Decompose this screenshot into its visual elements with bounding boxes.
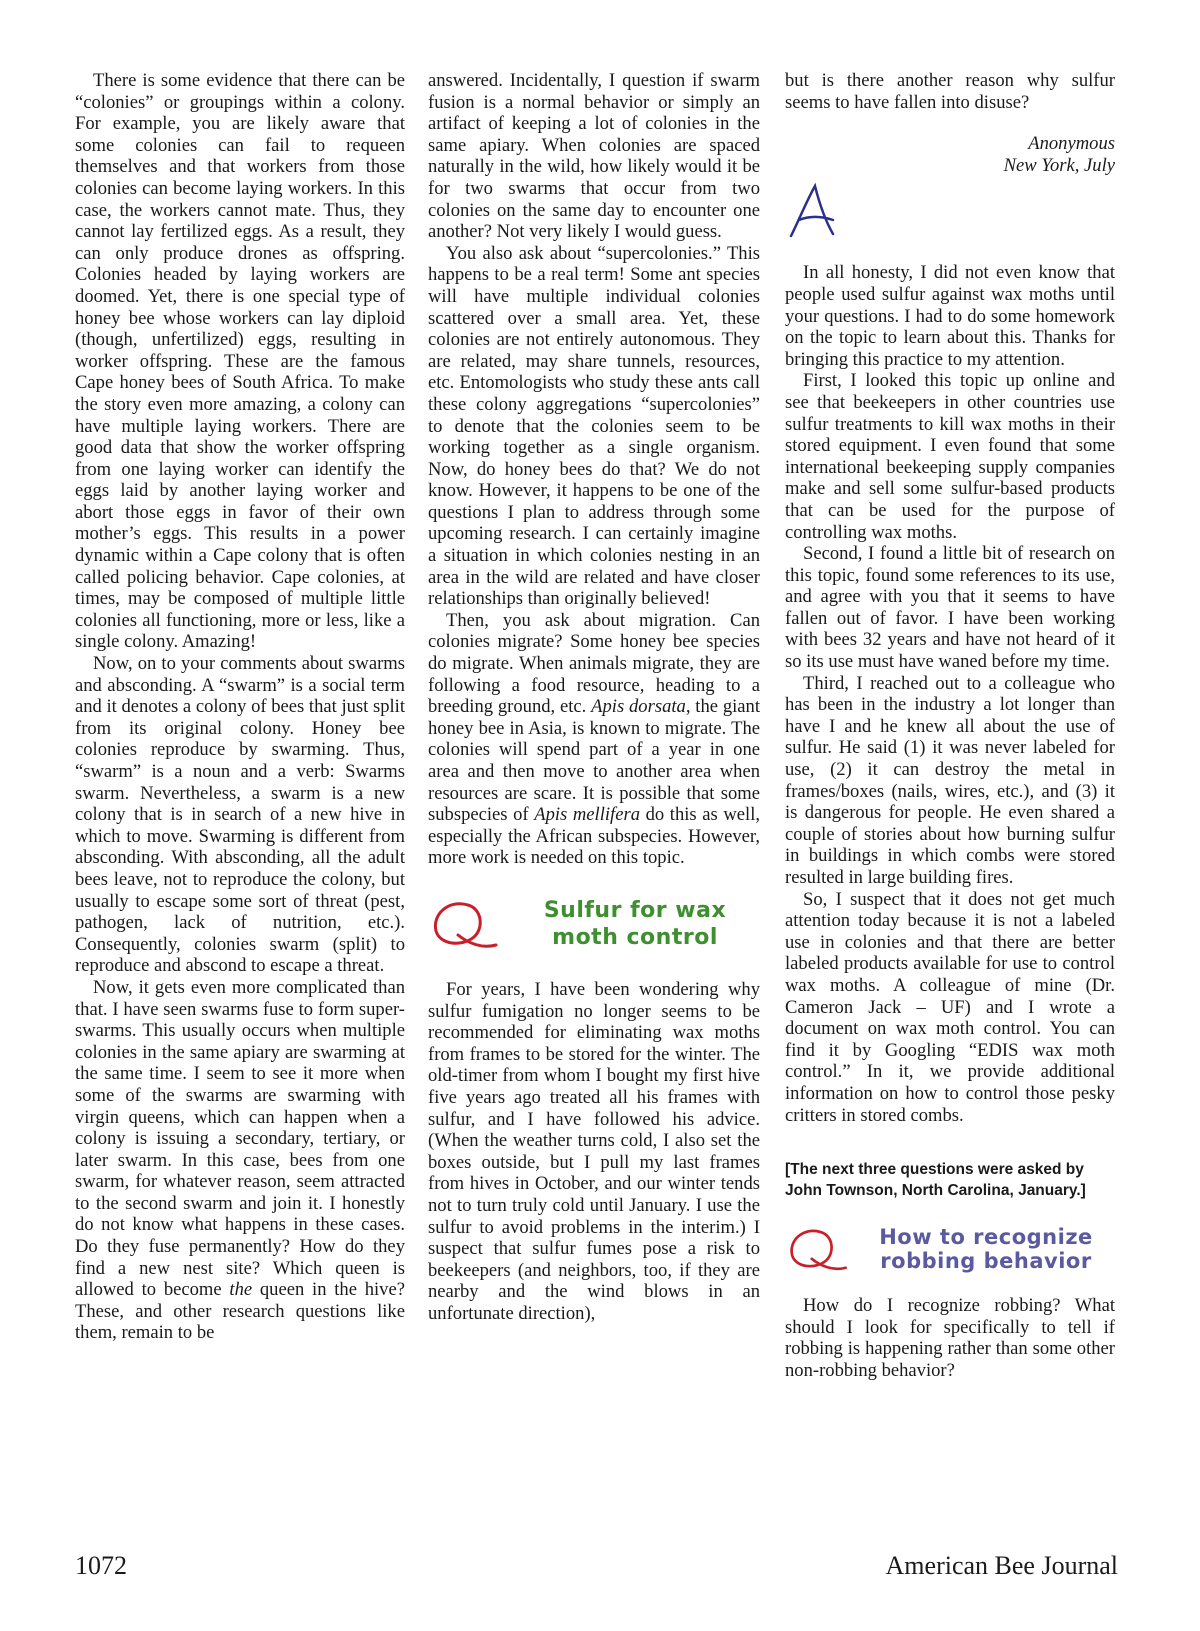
paragraph: Then, you ask about migration. Can colonies migrate? Some honey bee species do migrate. When animals migrate, they are following a food resource, heading to a breeding ground, etc. Apis dorsata, the giant honey bee in Asia, is known to migrate. The colonies will spend part of a year in one area and then move to another area when resources are scare. It is possible that some subspecies of Apis mellifera do this as well, especially the African subspecies. However, more work is needed on this topic.	[428, 609, 761, 869]
paragraph: but is there another reason why sulfur seems to have fallen into disuse?	[785, 70, 1115, 113]
paragraph: So, I suspect that it does not get much attention today because it is not a labeled use in colonies and that there are better labeled products available for use to control wax moths. A colleague of mine (Dr. Cameron Jack – UF) and I wrote a document on wax moth control. You can find it by Googling “EDIS wax moth control.” In it, we provide additional information on how to control those pesky critters in stored combs.	[785, 888, 1115, 1126]
paragraph: Second, I found a little bit of research on this topic, found some references to its use, and agree with you that it seems to have fallen out of favor. I have been working with bees 32 years and have not heard of it so its use must have waned before my time.	[785, 543, 1115, 673]
question-title: How to recognize	[879, 1225, 1093, 1250]
question-heading-robbing	[785, 1221, 1115, 1277]
editor-note: [The next three questions were asked by John Townson, North Carolina, January.]	[785, 1161, 1086, 1200]
question-title: moth control	[552, 924, 718, 950]
a-letter-icon	[785, 180, 845, 242]
question-title: robbing behavior	[880, 1249, 1092, 1274]
paragraph: Now, on to your comments about swarms and absconding. A “swarm” is a social term and it denotes a colony of bees that just split from its original colony. Honey bee colonies reproduce by swarming. Thus, “swarm” is a noun and a verb: Swarms swarm. Nevertheless, a swarm is a new colony that is in search of a new hive in which to move. Swarming is different from absconding. With absconding, all the adult bees leave, not to reproduce the colony, but usually to escape some sort of threat (pest, pathogen, lack of nutrition, etc.). Consequently, colonies swarm (split) to reproduce and abscond to escape a threat.	[75, 653, 405, 977]
paragraph: Third, I reached out to a colleague who has been in the industry a lot longer than have I and he knew all about the use of sulfur. He said (1) it was never labeled for use, (2) it can destroy the metal in frames/boxes (nails, wires, etc.), and (3) it is dangerous for people. He even shared a couple of stories about how burning sulfur in buildings in which combs were stored resulted in large building fires.	[785, 672, 1115, 888]
paragraph: In all honesty, I did not even know that people used sulfur against wax moths until your questions. I had to do some homework on the topic to learn about this. Thanks for bringing this practice to my attention.	[785, 262, 1115, 370]
journal-name: American Bee Journal	[885, 1551, 1118, 1580]
page-number: 1072	[75, 1551, 127, 1580]
paragraph: There is some evidence that there can be “colonies” or groupings within a colony. For example, you are likely aware that some colonies can fail to requeen themselves and that workers from those colonies can become laying workers. In this case, the workers cannot mate. Thus, they cannot lay fertilized eggs. As a result, they can only produce drones as offspring. Colonies headed by laying workers are doomed. Yet, there is one special type of honey bee whose workers can lay diploid (though, unfertilized) eggs, resulting in worker offspring. These are the famous Cape honey bees of South Africa. To make the story even more amazing, a colony can have multiple laying workers. There are good data that show the worker offspring from one laying worker can identify the eggs laid by another laying worker and abort those eggs in favor of their own mother’s eggs. This results in a power dynamic within a Cape colony that is often called policing behavior. Cape colonies, at times, may be composed of multiple little colonies all functioning, more or less, like a single colony. Amazing!	[75, 70, 405, 653]
signature-name: Anonymous	[1028, 133, 1115, 155]
paragraph: How do I recognize robbing? What should I look for specifically to tell if robbing is happening rather than some other non-robbing behavior?	[785, 1295, 1115, 1381]
column-2	[428, 70, 760, 1324]
question-title: Sulfur for wax	[543, 897, 727, 923]
question-heading-sulfur	[428, 895, 760, 953]
column-1	[75, 70, 405, 1344]
signature-place: New York, July	[1003, 154, 1115, 176]
q-letter-icon	[785, 1221, 851, 1277]
paragraph: You also ask about “supercolonies.” This happens to be a real term! Some ant species will have multiple individual colonies scattered over a small area. Yet, these colonies are not entirely autonomous. They are related, may share tunnels, resources, etc. Entomologists who study these ants call these colony aggregations “supercolonies” to denote that the colonies seem to be working together as a single organism. Now, do honey bees do that? We do not know. However, it happens to be one of the questions I plan to address through some upcoming research. I can certainly imagine a situation in which colonies nesting in an area in the wild are related and have closer relationships than originally believed!	[428, 242, 760, 610]
q-letter-icon	[428, 895, 502, 953]
answer-mark	[785, 180, 1115, 258]
paragraph: Now, it gets even more complicated than that. I have seen swarms fuse to form super-swarms. This usually occurs when multiple colonies in the same apiary are swarming at the same time. I seem to see it more when some of the swarms are swarming with virgin queens, which can happen when a colony is issuing a secondary, tertiary, or later swarm. In this case, bees from one swarm, for whatever reason, seem attracted to the second swarm and join it. I honestly do not know what happens in these cases. Do they fuse permanently? How do they find a new nest site? Which queen is allowed to become the queen in the hive? These, and other research questions like them, remain to be	[75, 976, 405, 1344]
paragraph: For years, I have been wondering why sulfur fumigation no longer seems to be recommended for eliminating wax moths from frames to be stored for the winter. The old-timer from whom I bought my first hive five years ago treated all his frames with sulfur, and I have followed his advice. (When the weather turns cold, I also set the boxes outside, but I pull my last frames from hives in October, and our winter tends not to turn truly cold until January. I use the sulfur to avoid problems in the interim.) I suspect that sulfur fumes pose a risk to beekeepers (and neighbors, too, if they are nearby and the wind blows in an unfortunate direction),	[428, 978, 760, 1324]
paragraph: answered. Incidentally, I question if swarm fusion is a normal behavior or simply an artifact of keeping a lot of colonies in the same apiary. When colonies are spaced naturally in the wild, how likely would it be for two swarms that occur from two colonies on the same day to encounter one another? Not very likely I would guess.	[428, 70, 760, 243]
paragraph: First, I looked this topic up online and see that beekeepers in other countries use sulfur treatments to kill wax moths in their stored equipment. I even found that some international beekeeping supply companies make and sell some sulfur-based products that can be used for the purpose of controlling wax moths.	[785, 370, 1115, 543]
column-3	[785, 70, 1115, 1382]
